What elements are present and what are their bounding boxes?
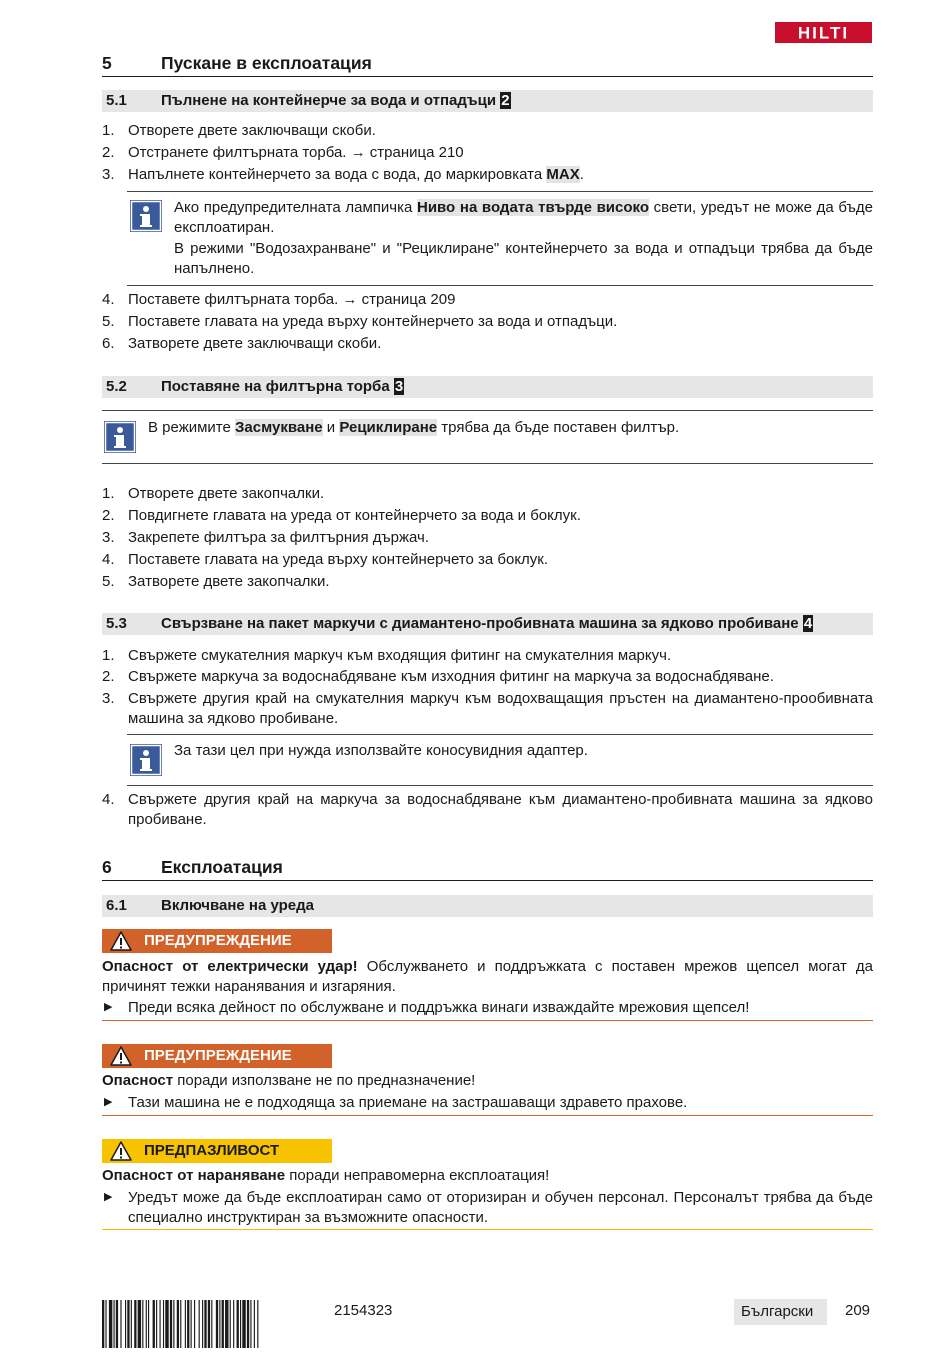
barcode-bar bbox=[125, 1300, 126, 1348]
language-label: Български bbox=[741, 1303, 814, 1320]
barcode-bar bbox=[250, 1300, 251, 1348]
info-icon bbox=[104, 421, 136, 453]
warning-triangle-icon bbox=[110, 1141, 132, 1165]
subsection-number: 5.2 bbox=[106, 378, 127, 395]
subsection-title: Включване на уреда bbox=[161, 897, 315, 914]
warning-text: Опасност от електрически удар! Обслужването и поддръжката с поставен мрежов щепсел могат да причинят тежки наранявания и изгаряния. bbox=[102, 958, 873, 995]
caution-label: ПРЕДПАЗЛИВОСТ bbox=[102, 1139, 332, 1163]
section-number: 6 bbox=[102, 857, 112, 877]
barcode-bar bbox=[105, 1300, 106, 1348]
warning-triangle-icon bbox=[110, 1046, 132, 1070]
barcode-bar bbox=[222, 1300, 224, 1348]
note-rule bbox=[127, 285, 873, 286]
subsection-5-2-heading bbox=[102, 376, 873, 398]
subsection-5-1-heading bbox=[102, 90, 873, 112]
barcode-bar bbox=[240, 1300, 241, 1348]
barcode-bar bbox=[156, 1300, 157, 1348]
figure-ref: 2 bbox=[501, 92, 510, 109]
barcode-bar bbox=[173, 1300, 174, 1348]
barcode-bar bbox=[187, 1300, 189, 1348]
warning-label: ПРЕДУПРЕЖДЕНИЕ bbox=[102, 1044, 332, 1068]
section-rule bbox=[102, 880, 873, 881]
subsection-5-3-heading bbox=[102, 613, 873, 635]
caution-rule bbox=[102, 1229, 873, 1230]
barcode-bar bbox=[109, 1300, 112, 1348]
barcode-bar bbox=[114, 1300, 115, 1348]
barcode-bar bbox=[199, 1300, 200, 1348]
note-rule bbox=[102, 410, 873, 411]
barcode-bar bbox=[142, 1300, 143, 1348]
warning-rule bbox=[102, 1020, 873, 1021]
section-5-heading bbox=[102, 53, 873, 75]
subsection-title: Свързване на пакет маркучи с диамантено-пробивната машина за ядково пробиване 4 bbox=[161, 615, 813, 632]
barcode-bar bbox=[204, 1300, 206, 1348]
subsection-6-1-heading bbox=[102, 895, 873, 917]
barcode-bar bbox=[165, 1300, 168, 1348]
warning-label: ПРЕДУПРЕЖДЕНИЕ bbox=[102, 929, 332, 953]
barcode-bar bbox=[146, 1300, 147, 1348]
section-6-heading bbox=[102, 857, 873, 879]
barcode-bar bbox=[134, 1300, 136, 1348]
info-icon bbox=[130, 200, 162, 232]
barcode-bar bbox=[180, 1300, 181, 1348]
document-number: 2154323 bbox=[334, 1302, 393, 1319]
caution-bullet: ▶ Уредът може да бъде експлоатиран само от оторизиран и обучен персонал. Персоналът трябва да бъде специално инструктиран за възможните опасности. bbox=[104, 1189, 873, 1226]
figure-ref: 3 bbox=[394, 378, 404, 395]
hilti-logo bbox=[775, 22, 872, 43]
barcode-bar bbox=[247, 1300, 249, 1348]
barcode-bar bbox=[216, 1300, 218, 1348]
subsection-number: 6.1 bbox=[106, 897, 127, 914]
section-number: 5 bbox=[102, 53, 112, 73]
barcode-bar bbox=[208, 1300, 210, 1348]
warning-rule bbox=[102, 1115, 873, 1116]
note-rule bbox=[102, 463, 873, 464]
list-item: 4. Свържете другия край на маркуча за водоснабдяване към диамантено-пробивната машина за ядково пробиване. bbox=[102, 791, 873, 828]
barcode-bar bbox=[254, 1300, 255, 1348]
barcode-bar bbox=[185, 1300, 186, 1348]
caution-text: Опасност от нараняване поради неправомерна експлоатация! bbox=[102, 1167, 550, 1184]
note-text: В режимите Засмукване и Рециклиране трябва да бъде поставен филтър. bbox=[148, 419, 680, 436]
note-rule bbox=[127, 785, 873, 786]
barcode-bar bbox=[230, 1300, 231, 1348]
barcode-bar bbox=[202, 1300, 203, 1348]
language-badge bbox=[734, 1299, 827, 1325]
note-rule bbox=[127, 734, 873, 735]
barcode bbox=[102, 1300, 316, 1348]
note-rule bbox=[127, 191, 873, 192]
barcode-bar bbox=[219, 1300, 220, 1348]
barcode-bar bbox=[160, 1300, 161, 1348]
barcode-bar bbox=[211, 1300, 212, 1348]
barcode-bar bbox=[191, 1300, 192, 1348]
barcode-bar bbox=[120, 1300, 121, 1348]
barcode-bar bbox=[138, 1300, 141, 1348]
barcode-bar bbox=[194, 1300, 195, 1348]
info-icon bbox=[130, 744, 162, 776]
figure-ref: 4 bbox=[803, 615, 813, 632]
list-item: 3. Свържете другия край на смукателния маркуч към водохващащия пръстен на диамантено-проoбивната машина за ядково пробиване. bbox=[102, 690, 873, 727]
barcode-bar bbox=[237, 1300, 239, 1348]
barcode-bar bbox=[225, 1300, 228, 1348]
barcode-bar bbox=[153, 1300, 155, 1348]
barcode-bar bbox=[127, 1300, 129, 1348]
warning-triangle-icon bbox=[110, 931, 132, 955]
barcode-bar bbox=[102, 1300, 104, 1348]
subsection-title: Поставяне на филтърна торба 3 bbox=[161, 378, 404, 395]
highlight-max: MAX bbox=[546, 166, 580, 183]
barcode-bar bbox=[257, 1300, 258, 1348]
note-text: В режими "Водозахранване" и "Рециклиране" контейнерчето за вода и отпадъци трябва да бъде напълнено. bbox=[174, 240, 873, 277]
barcode-bar bbox=[170, 1300, 172, 1348]
subsection-number: 5.3 bbox=[106, 615, 127, 632]
subsection-number: 5.1 bbox=[106, 92, 127, 109]
barcode-bar bbox=[148, 1300, 149, 1348]
warning-text: Опасност поради използване не по предназначение! bbox=[102, 1072, 476, 1089]
section-rule bbox=[102, 76, 873, 77]
subsection-title: Пълнене на контейнерче за вода и отпадъци 2 bbox=[161, 92, 510, 109]
barcode-bar bbox=[242, 1300, 245, 1348]
brand-text: HILTI bbox=[797, 23, 850, 43]
note-text: Ако предупредителната лампичка Ниво на водата твърде високо свети, уредът не може да бъде експлоатиран. bbox=[174, 199, 873, 236]
section-title: Експлоатация bbox=[161, 857, 283, 877]
barcode-bar bbox=[177, 1300, 179, 1348]
barcode-bar bbox=[233, 1300, 234, 1348]
section-title: Пускане в експлоатация bbox=[161, 53, 372, 73]
barcode-bar bbox=[116, 1300, 118, 1348]
barcode-bar bbox=[131, 1300, 132, 1348]
note-text: За тази цел при нужда използвайте коносувидния адаптер. bbox=[174, 742, 588, 759]
page-number: 209 bbox=[845, 1302, 871, 1319]
barcode-bar bbox=[163, 1300, 164, 1348]
